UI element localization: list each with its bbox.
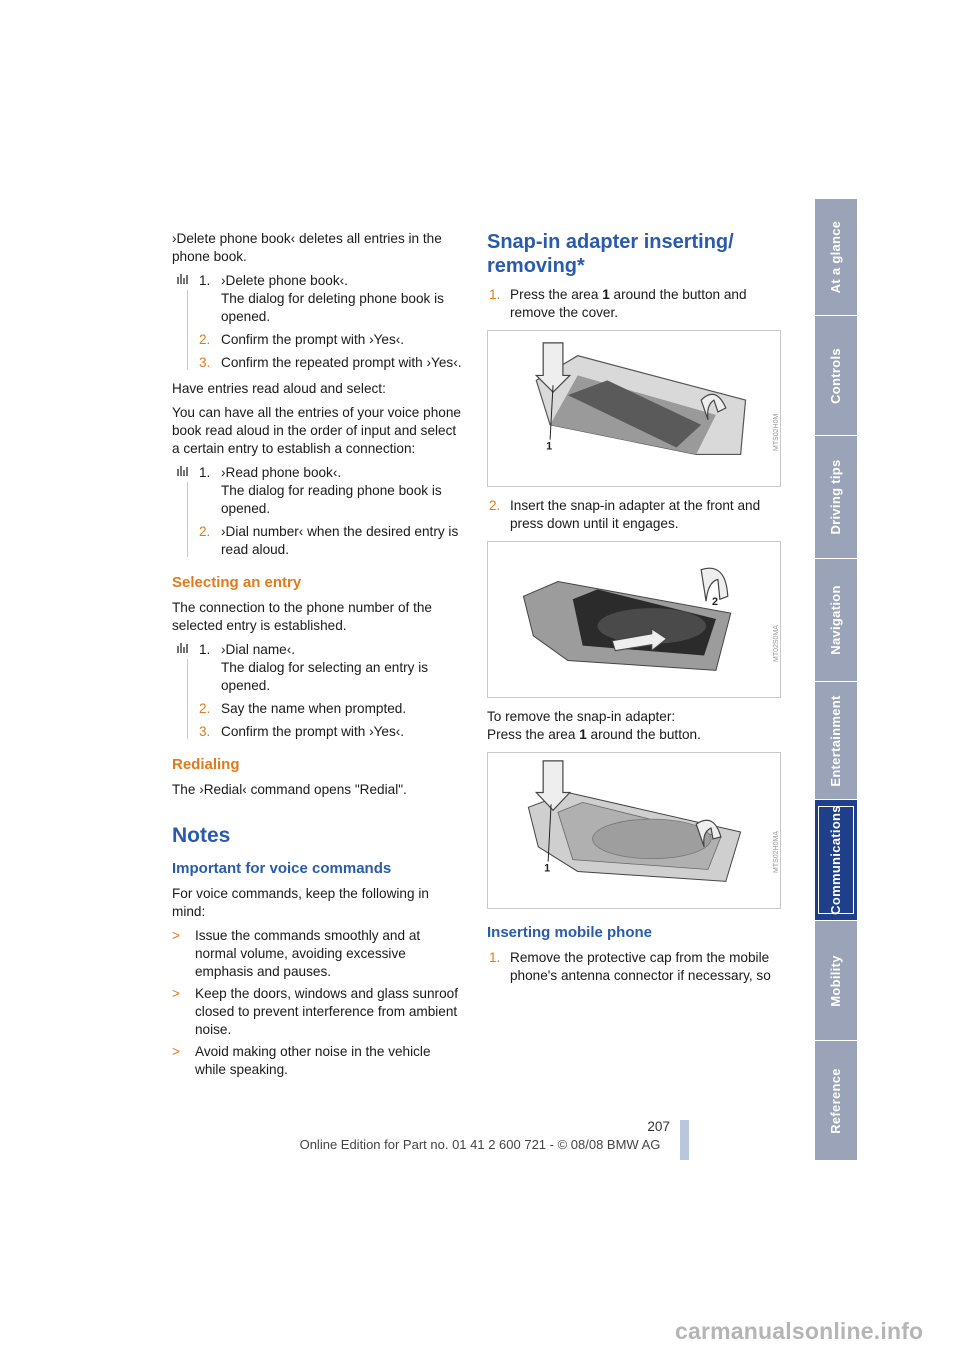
- redialing-heading: Redialing: [172, 756, 240, 773]
- figure-code: MT02S0MA: [773, 625, 780, 662]
- figure-remove-cover: [487, 330, 781, 487]
- voice-command-icon: [176, 464, 190, 478]
- read-aloud-label: Have entries read aloud and select:: [172, 381, 386, 396]
- figure-code: MTS02H0M: [773, 413, 780, 451]
- adapter-insert-illustration: [488, 542, 780, 697]
- figure-insert-adapter: [487, 541, 781, 698]
- figure-code: MTS02H0MA: [773, 830, 780, 873]
- watermark: carmanualsonline.info: [675, 1318, 924, 1344]
- tab-mobility[interactable]: Mobility: [815, 920, 857, 1040]
- read-aloud-text: You can have all the entries of your voice phone book read aloud in the order of input and select a certain entry to establish a connection:: [172, 405, 461, 456]
- notes-heading: Notes: [172, 824, 231, 847]
- insert-adapter-step: 2. Insert the snap-in adapter at the front and press down until it engages.: [489, 498, 761, 531]
- delete-steps: 1. ›Delete phone book‹. The dialog for deleting phone book is opened. 2. Confirm the prompt with ›Yes‹. 3. Confirm the repeated prompt with ›Yes‹.: [172, 272, 464, 372]
- remove-cover-step: 1. Press the area 1 around the button and remove the cover.: [489, 287, 747, 320]
- remove-intro: To remove the snap-in adapter:: [487, 709, 676, 724]
- select-steps: 1. ›Dial name‹. The dialog for selecting an entry is opened. 2. Say the name when prompted. 3. Confirm the prompt with ›Yes‹.: [172, 641, 464, 741]
- tab-driving-tips[interactable]: Driving tips: [815, 435, 857, 558]
- adapter-cover-illustration: [488, 331, 780, 486]
- callout-label: 1: [546, 440, 553, 453]
- tab-communications[interactable]: Communications: [815, 799, 857, 920]
- voice-command-icon: [176, 641, 190, 655]
- remove-instruction: Press the area 1 around the button.: [487, 727, 701, 742]
- redialing-text: The ›Redial‹ command opens "Redial".: [172, 782, 407, 797]
- right-column: [487, 230, 781, 989]
- callout-label: 2: [711, 596, 719, 609]
- section-tabs: [815, 198, 857, 1160]
- tab-reference[interactable]: Reference: [815, 1040, 857, 1160]
- important-heading: Important for voice commands: [172, 860, 392, 877]
- tab-controls[interactable]: Controls: [815, 315, 857, 435]
- adapter-remove-illustration: [488, 753, 780, 908]
- tab-navigation[interactable]: Navigation: [815, 558, 857, 681]
- step-divider: [187, 659, 188, 739]
- footer-text: Online Edition for Part no. 01 41 2 600 721 - © 08/08 BMW AG: [299, 1137, 661, 1152]
- list-item: > Keep the doors, windows and glass sunroof closed to prevent interference from ambient noise.: [172, 986, 458, 1037]
- tab-at-a-glance[interactable]: At a glance: [815, 198, 857, 315]
- snap-in-heading: Snap-in adapter inserting/ removing*: [487, 231, 734, 277]
- list-item: > Issue the commands smoothly and at normal volume, avoiding excessive emphasis and pauses.: [172, 928, 421, 979]
- important-text: For voice commands, keep the following in mind:: [172, 886, 429, 919]
- left-column: [172, 230, 464, 1083]
- tab-entertainment[interactable]: Entertainment: [815, 681, 857, 799]
- page-number: 207: [647, 1119, 670, 1134]
- read-steps: 1. ›Read phone book‹. The dialog for reading phone book is opened. 2. ›Dial number‹ when the desired entry is read aloud.: [172, 464, 464, 559]
- voice-command-icon: [176, 272, 190, 286]
- list-item: > Avoid making other noise in the vehicle while speaking.: [172, 1044, 431, 1077]
- delete-intro: ›Delete phone book‹ deletes all entries in the phone book.: [172, 231, 442, 264]
- inserting-step: 1. Remove the protective cap from the mobile phone's antenna connector if necessary, so: [489, 950, 771, 983]
- figure-remove-adapter: [487, 752, 781, 909]
- inserting-heading: Inserting mobile phone: [487, 924, 653, 941]
- selecting-text: The connection to the phone number of the selected entry is established.: [172, 600, 432, 633]
- step-divider: [187, 482, 188, 557]
- step-divider: [187, 290, 188, 370]
- callout-label: 1: [544, 862, 551, 875]
- selecting-heading: Selecting an entry: [172, 574, 302, 591]
